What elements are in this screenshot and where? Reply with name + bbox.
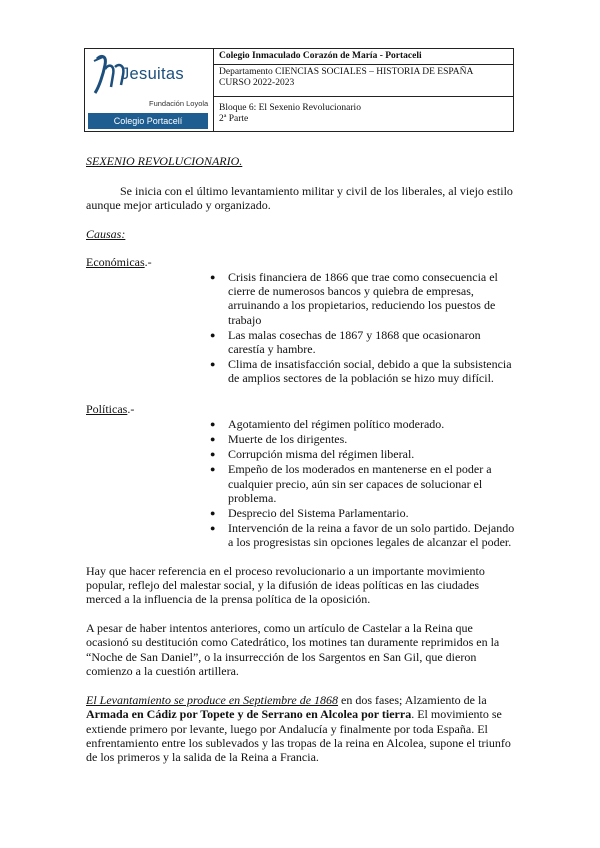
document-body <box>86 154 516 764</box>
levantamiento-date: El Levantamiento se produce en Septiembre de 1868 <box>86 693 339 708</box>
block-part: 2ª Parte <box>219 114 249 124</box>
block-cell <box>214 97 514 132</box>
economicas-list <box>86 270 516 386</box>
list-item: ● Las malas cosechas de 1867 y 1868 que ocasionaron carestía y hambre. <box>210 327 481 357</box>
bullet-icon: ● <box>210 434 216 445</box>
block-title: Bloque 6: El Sexenio Revolucionario <box>219 103 361 113</box>
list-item: ● Crisis financiera de 1866 que trae como consecuencia el cierre de numerosos bancos y quiebra de empresas, arruinando a los propietarios, reduciendo los puestos de trabajo <box>210 270 498 327</box>
logo-subtitle: Fundación Loyola <box>149 99 209 108</box>
politicas-suffix: .- <box>127 401 135 416</box>
bullet-icon: ● <box>210 464 216 475</box>
economicas-label: Económicas <box>86 254 145 269</box>
logo-school-band: Colegio Portacelí <box>88 113 208 129</box>
bullet-icon: ● <box>210 508 216 519</box>
department-cell <box>214 65 514 97</box>
paragraph-popular-movement: Hay que hacer referencia en el proceso revolucionario a un importante movimiento popular, reflejo del malestar social, y la difusión de ideas políticas en las ciudades merced a la influencia de la prensa política de la oposición. <box>86 563 485 607</box>
list-item: ● Desprecio del Sistema Parlamentario. <box>210 506 409 521</box>
logo-area <box>85 49 214 132</box>
department: Departamento CIENCIAS SOCIALES – HISTORIA DE ESPAÑA <box>219 67 474 77</box>
levantamiento-armada: Armada en Cádiz por Topete y de Serrano en Alcolea por tierra <box>86 707 412 722</box>
paragraph-levantamiento: El Levantamiento se produce en Septiembre de 1868 en dos fases; Alzamiento de la Armada en Cádiz por Topete y de Serrano en Alcolea por tierra. El movimiento se extiende primero por levante, luego por Andalucía y finalmente por toda España. El enfrentamiento entre los sublevados y las tropas de la reina en Alcolea, supone el triunfo de los primeros y la salida de la Reina a Francia. <box>86 693 511 764</box>
list-item: ● Empeño de los moderados en mantenerse en el poder a cualquier precio, aún sin ser capaces de solucionar el problema. <box>210 462 492 505</box>
politicas-heading <box>86 402 516 416</box>
school-name-cell <box>214 49 514 65</box>
list-item: ● Intervención de la reina a favor de un solo partido. Dejando a los progresistas sin opciones legales de alcanzar el poder. <box>210 521 515 550</box>
page-title: SEXENIO REVOLUCIONARIO. <box>86 154 243 168</box>
course: CURSO 2022-2023 <box>219 78 295 88</box>
paragraph-previous-attempts: A pesar de haber intentos anteriores, como un artículo de Castelar a la Reina que ocasionó su destitución como Catedrático, los motines tan duramente reprimidos en la “Noche de San Daniel”, o la insurrección de los Sargentos en San Gil, que dieron comienzo a la cuestión artillera. <box>86 621 500 678</box>
list-item: ● Muerte de los dirigentes. <box>210 432 348 447</box>
list-item: ● Agotamiento del régimen político moderado. <box>210 416 445 431</box>
school-name: Colegio Inmaculado Corazón de María - Portaceli <box>219 51 422 61</box>
politicas-label: Políticas <box>86 401 128 416</box>
bullet-icon: ● <box>210 523 216 534</box>
bullet-icon: ● <box>210 272 216 283</box>
logo-wordmark: Jesuitas <box>121 65 184 83</box>
list-item: ● Clima de insatisfacción social, debido a que la subsistencia de amplios sectores de la población se hizo muy difícil. <box>210 357 512 386</box>
economicas-suffix: .- <box>144 254 152 269</box>
bullet-icon: ● <box>210 359 216 370</box>
intro-paragraph: Se inicia con el último levantamiento militar y civil de los liberales, al viejo estilo aunque mejor articulado y organizado. <box>86 184 513 213</box>
causas-heading: Causas: <box>86 226 126 241</box>
document-header <box>84 48 514 132</box>
economicas-heading <box>86 255 516 269</box>
politicas-list <box>86 417 516 550</box>
list-item: ● Corrupción misma del régimen liberal. <box>210 447 415 462</box>
bullet-icon: ● <box>210 329 216 340</box>
bullet-icon: ● <box>210 449 216 460</box>
bullet-icon: ● <box>210 418 216 429</box>
